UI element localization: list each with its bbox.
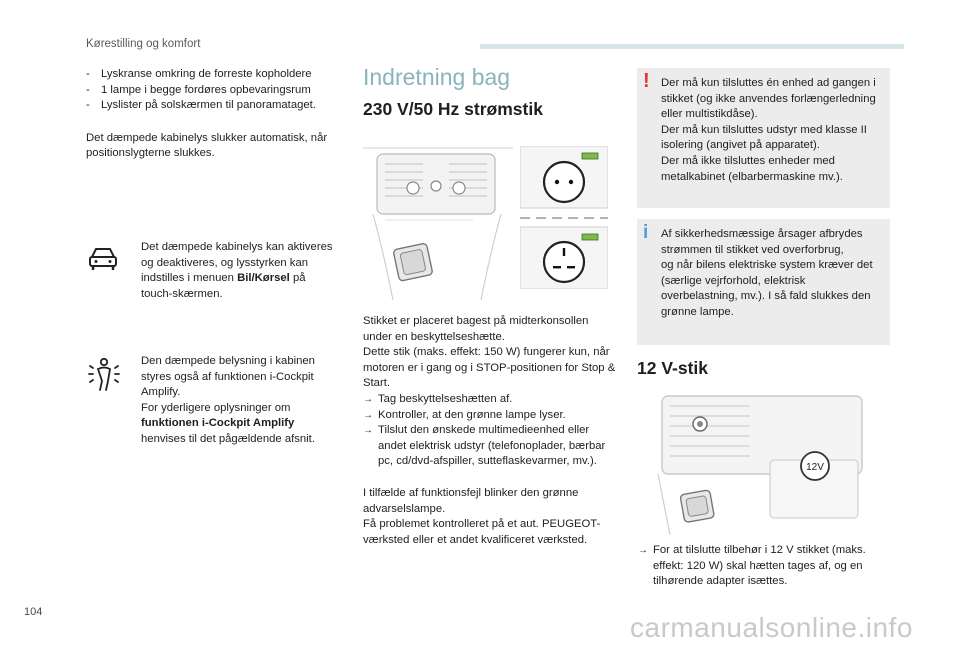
car-note-text: Det dæmpede kabinelys kan aktiveres og deaktiveres, og lysstyrken kan indstilles i menuen Bil/Kørsel på touch-skærmen. <box>141 241 333 300</box>
flat-pin-socket <box>520 227 608 289</box>
info-text: Af sikkerhedsmæssige årsager afbrydes strømmen til stikket ved overforbrug, og når bilens elektriske system kræver det (særlige vejrforhold, elektrisk overbelastning, mv.). I så fald slukkes den grønne lampe. <box>661 228 873 318</box>
menu-name: Bil/Kørsel <box>237 272 290 285</box>
icockpit-amplify-icon <box>86 354 126 394</box>
subheading-12v: 12 V-stik <box>637 358 709 378</box>
car-icon <box>86 240 126 280</box>
subheading-230v: 230 V/50 Hz strømstik <box>363 99 543 119</box>
12v-instruction: → For at tilslutte tilbehør i 12 V stikket (maks. effekt: 120 W) skal hætten tages af, og en tilhørende adapter isættes. <box>638 543 891 590</box>
warning-box <box>637 68 890 208</box>
info-box <box>637 219 890 345</box>
middle-column-text: Stikket er placeret bagest på midterkonsollen under en beskyttelseshætte. Dette stik (maks. effekt: 150 W) fungerer kun, når motoren er i gang og i STOP-positionen for Stop & Start. → Tag beskyttelseshætten af. → Kontroller, at den grønne lampe lyser. → Tilslut den ønskede multimedieenhed eller andet elektrisk udstyr (telefonoplader, bærbar pc, cd/dvd-afspiller, sutteflaskevarmer, mv.). I tilfælde af funktionsfejl blinker den grønne advarselslampe. Få problemet kontrolleret på et aut. PEUGEOT-værksted eller et andet kvalificeret værksted. <box>363 314 618 548</box>
watermark: carmanualsonline.info <box>630 612 913 643</box>
section-header-title: Kørestilling og komfort <box>86 38 201 50</box>
rear-console-12v-illustration <box>650 390 875 535</box>
list-item: - 1 lampe i begge fordøres opbevaringsrum <box>86 83 336 99</box>
step-item: → Tilslut den ønskede multimedieenhed eller andet elektrisk udstyr (telefonoplader, bærbar pc, cd/dvd-afspiller, sutteflaskevarmer, mv.). <box>363 423 618 470</box>
section-header-bar <box>480 44 904 49</box>
function-name: funktionen i-Cockpit Amplify <box>141 417 295 430</box>
list-item: - Lyskranse omkring de forreste kopholdere <box>86 67 336 83</box>
light-list <box>86 67 336 114</box>
auto-off-paragraph: Det dæmpede kabinelys slukker automatisk, når positionslygterne slukkes. <box>86 131 328 160</box>
page-number: 104 <box>24 606 43 618</box>
icockpit-note-text: Den dæmpede belysning i kabinen styres også af funktionen i-Cockpit Amplify. For yderligere oplysninger om funktionen i-Cockpit Amplify henvises til det pågældende afsnit. <box>141 355 315 445</box>
list-item: - Lyslister på solskærmen til panoramataget. <box>86 98 336 114</box>
socket-closeup-panels <box>520 146 608 289</box>
info-icon: i <box>643 222 649 243</box>
12v-socket-label: 12V <box>806 462 824 473</box>
warning-text: Der må kun tilsluttes én enhed ad gangen i stikket (og ikke anvendes forlængerledning eller multistikdåse). Der må kun tilsluttes udstyr med klasse II isolering (angivet på apparatet). Der må ikke tilsluttes enheder med metalkabinet (elbarbermaskine mv.). <box>661 77 876 183</box>
round-pin-socket <box>520 146 608 208</box>
warning-icon: ! <box>643 70 650 92</box>
left-column <box>86 67 336 162</box>
fault-paragraph: I tilfælde af funktionsfejl blinker den grønne advarselslampe. Få problemet kontrolleret på et aut. PEUGEOT-værksted eller et andet kvalificeret værksted. <box>363 486 601 546</box>
rear-console-230v-illustration <box>363 140 513 300</box>
step-item: → Tag beskyttelseshætten af. <box>363 392 618 408</box>
step-item: → Kontroller, at den grønne lampe lyser. <box>363 408 618 424</box>
page-title: Indretning bag <box>363 64 511 90</box>
